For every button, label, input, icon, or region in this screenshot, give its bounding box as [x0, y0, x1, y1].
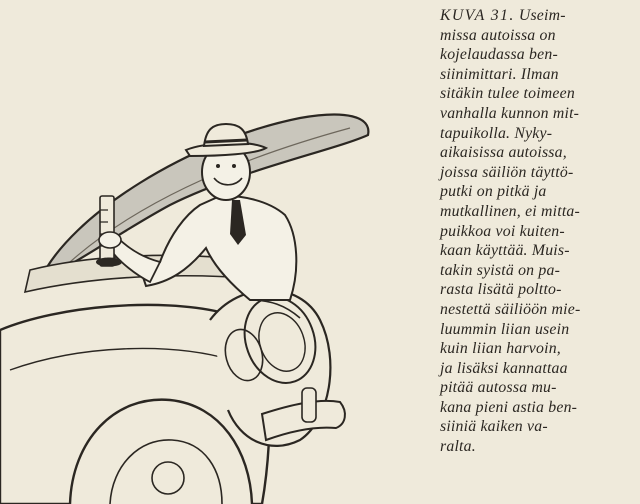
- caption-line-18: kuin liian harvoin,: [440, 340, 561, 358]
- caption-line-10: putki on pitkä ja: [440, 183, 547, 201]
- caption-line-9: joissa säiliön täyttö-: [440, 163, 574, 181]
- open-hood: [40, 115, 368, 280]
- figure-caption: [440, 6, 636, 457]
- caption-line-16: nestettä säiliöön mie-: [440, 300, 581, 318]
- caption-line-13: kaan käyttää. Muis-: [440, 242, 570, 260]
- man-jacket: [140, 196, 296, 300]
- caption-line-7: tapuikolla. Nyky-: [440, 124, 553, 142]
- caption-line-6: vanhalla kunnon mit-: [440, 104, 580, 122]
- caption-line-1: KUVA 31. Useim-: [440, 7, 566, 24]
- caption-line-19: ja lisäksi kannattaa: [440, 359, 568, 377]
- caption-line-23: ralta.: [440, 438, 476, 456]
- caption-line-3: kojelaudassa ben-: [440, 46, 558, 64]
- car-fuel-check-illustration: [0, 96, 430, 504]
- filler-neck: [96, 258, 122, 267]
- caption-line-17: luummin liian usein: [440, 320, 570, 338]
- caption-line-2: missa autoissa on: [440, 26, 556, 44]
- caption-line-20: pitää autossa mu-: [440, 379, 557, 397]
- caption-line-14: takin syistä on pa-: [440, 261, 561, 279]
- wheel: [70, 400, 252, 504]
- caption-line-15: rasta lisätä poltto-: [440, 281, 562, 299]
- caption-line-4: siinimittari. Ilman: [440, 65, 559, 83]
- dipstick: [100, 196, 114, 266]
- caption-line-21: kana pieni astia ben-: [440, 398, 578, 416]
- figure-label: KUVA 31.: [440, 7, 515, 24]
- caption-line-22: siiniä kaiken va-: [440, 418, 548, 436]
- caption-line-11: mutkallinen, ei mitta-: [440, 202, 580, 220]
- caption-line-5: sitäkin tulee toimeen: [440, 85, 575, 103]
- caption-line-8: aikaisissa autoissa,: [440, 144, 567, 162]
- caption-line-12: puikkoa voi kuiten-: [440, 222, 565, 240]
